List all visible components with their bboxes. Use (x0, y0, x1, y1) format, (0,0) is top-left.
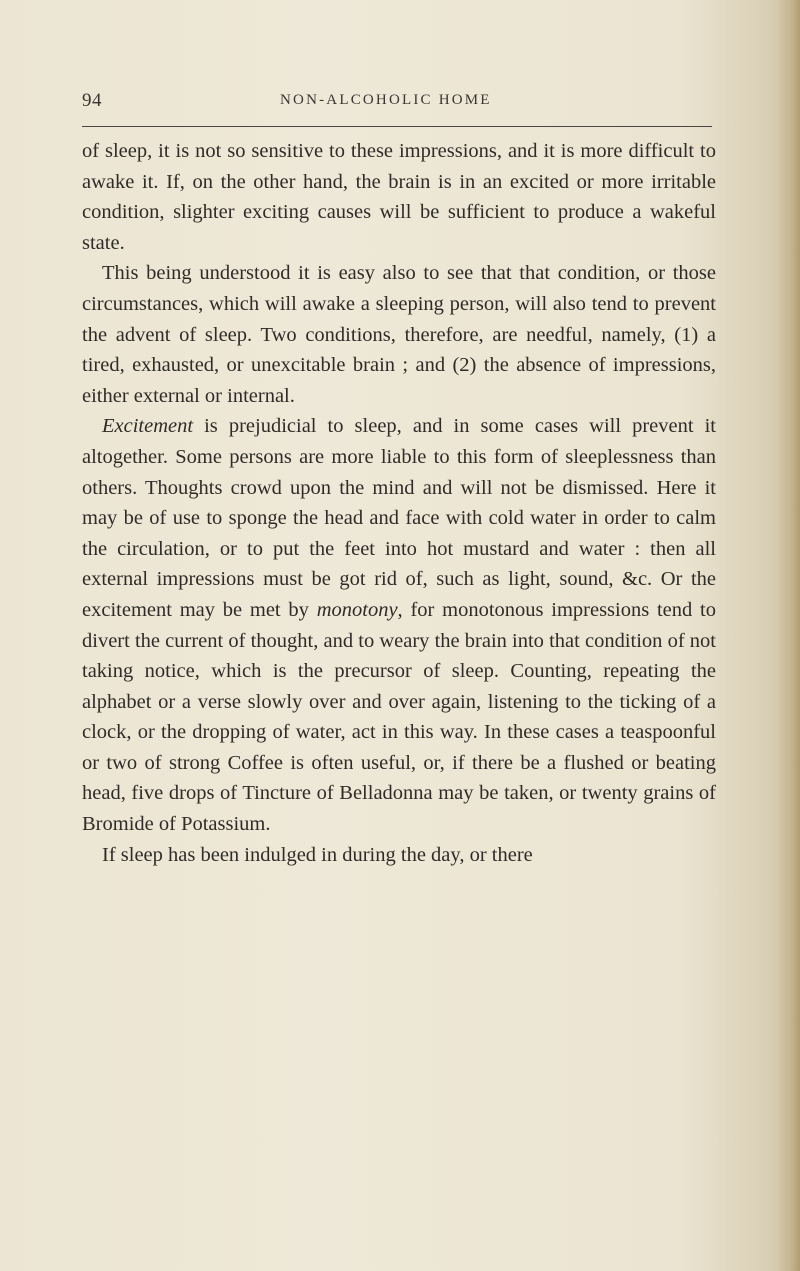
italic-monotony: monotony (316, 598, 398, 621)
paragraph-2: This being understood it is easy also to see that that condition, or those circumstances, which will awake a sleeping person, will also tend to prevent the advent of sleep. Two conditions, therefore, are needful, namely, (1) a tired, exhausted, or unexcitable brain ; and (2) the absence of impressions, either external or internal. (82, 262, 716, 407)
running-head: NON-ALCOHOLIC HOME (280, 92, 492, 108)
page-edge-shading (778, 0, 800, 1271)
paragraph-4: If sleep has been indulged in during the day, or there (102, 843, 533, 866)
italic-excitement: Excitement (102, 415, 194, 438)
header-rule (82, 126, 712, 127)
paragraph-3 (82, 411, 716, 839)
paragraph-3-part-2: , for monotonous impressions tend to divert the current of thought, and to weary the brain into that condition of not taking notice, which is the precursor of sleep. Counting, repeating the alphabet or a verse slowly over and over again, listening to the ticking of a clock, or the dropping of water, act in this way. In these cases a teaspoonful or two of strong Coffee is often useful, or, if there be a flushed or beating head, five drops of Tincture of Belladonna may be taken, or twenty grains of Bromide of Potassium. (82, 598, 716, 836)
paragraph-1: of sleep, it is not so sensitive to these impressions, and it is more difficult to awake it. If, on the other hand, the brain is in an excited or more irritable condition, slighter exciting causes will be sufficient to produce a wakeful state. (82, 140, 716, 254)
paragraph-3-part-1: is prejudicial to sleep, and in some cases will prevent it altogether. Some persons are more liable to this form of sleeplessness than others. Thoughts crowd upon the mind and will not be dismissed. Here it may be of use to sponge the head and face with cold water in order to calm the circulation, or to put the feet into hot mustard and water : then all external impressions must be got rid of, such as light, sound, &c. Or the excitement may be met by (82, 415, 716, 621)
page-header (82, 90, 712, 120)
page-number: 94 (82, 90, 102, 111)
body-text (82, 136, 716, 870)
